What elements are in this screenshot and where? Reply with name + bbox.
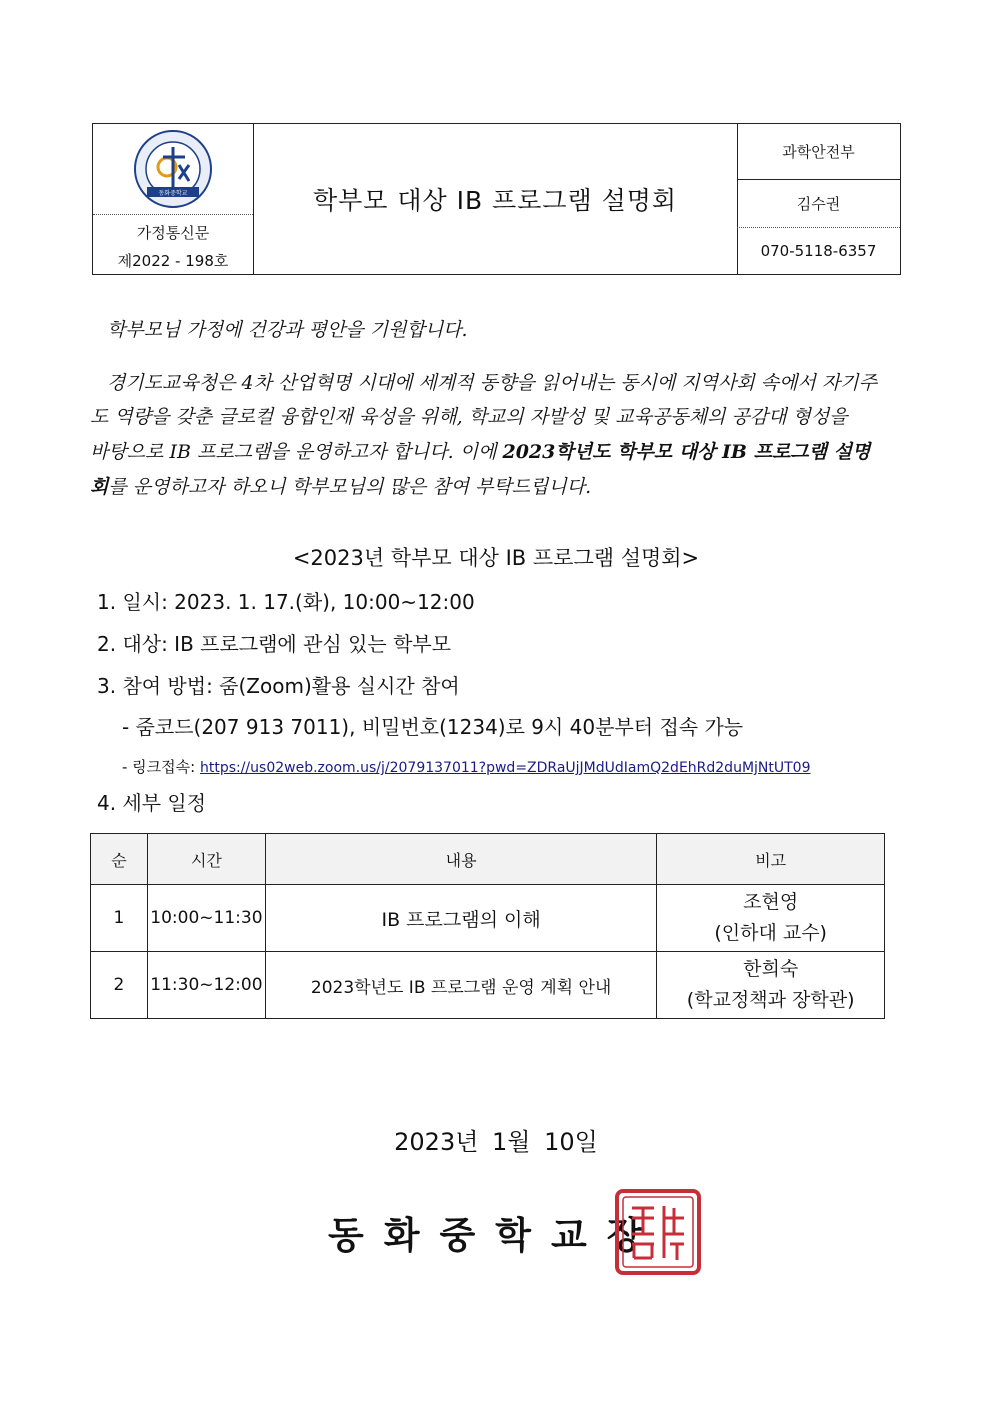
official-seal-icon <box>614 1188 702 1276</box>
row-note-name: 한희숙 <box>743 958 799 980</box>
zoom-link[interactable]: https://us02web.zoom.us/j/2079137011?pwd=ZDRaUjJMdUdIamQ2dEhRd2duMjNtUT09 <box>199 760 811 776</box>
department: 과학안전부 <box>737 124 900 180</box>
row-time: 10:00~11:30 <box>147 885 265 952</box>
body-line-3 <box>90 435 920 469</box>
row-content: 2023학년도 IB 프로그램 운영 계획 안내 <box>265 952 656 1019</box>
row-note <box>657 885 885 952</box>
issue-date: 2023년 1월 10일 <box>394 1128 598 1156</box>
body-line-4-bold: 회 <box>90 476 109 498</box>
logo-bottom-text: 동화중학교 <box>158 190 188 197</box>
item-schedule: 4. 세부 일정 <box>97 791 207 815</box>
col-header-note: 비고 <box>657 834 885 885</box>
row-content: IB 프로그램의 이해 <box>265 885 656 952</box>
col-header-no: 순 <box>91 834 148 885</box>
row-note-title: (학교정책과 장학관) <box>686 989 855 1011</box>
header-title-cell <box>253 124 738 274</box>
doc-number: 제2022 - 198호 <box>117 252 229 270</box>
header-contact-cell <box>737 124 900 274</box>
item-target: 2. 대상: IB 프로그램에 관심 있는 학부모 <box>97 632 452 656</box>
zoom-code-line: - 줌코드(207 913 7011), 비밀번호(1234)로 9시 40분부터 접속 가능 <box>122 715 744 739</box>
row-note-name: 조현영 <box>743 891 799 913</box>
school-principal-name: 동화중학교장 <box>328 1213 663 1257</box>
col-header-content: 내용 <box>265 834 656 885</box>
phone-number: 070-5118-6357 <box>760 241 877 260</box>
body-line-3-a: 바탕으로 IB 프로그램을 운영하고자 합니다. 이에 <box>90 441 503 463</box>
table-header-row <box>91 834 885 885</box>
header-left-cell <box>93 124 254 274</box>
row-time: 11:30~12:00 <box>147 952 265 1019</box>
header-table <box>92 123 901 275</box>
section-title: <2023년 학부모 대상 IB 프로그램 설명회> <box>292 546 700 570</box>
body-line-4-b: 를 운영하고자 하오니 학부모님의 많은 참여 부탁드립니다. <box>108 476 592 498</box>
link-label: - 링크접속: <box>122 758 200 776</box>
school-logo-icon <box>133 129 213 209</box>
greeting: 학부모님 가정에 건강과 평안을 기원합니다. <box>107 319 468 341</box>
col-header-time: 시간 <box>147 834 265 885</box>
body-line-4 <box>90 470 920 504</box>
table-row <box>91 952 885 1019</box>
link-line <box>122 756 811 777</box>
body-line-2: 도 역량을 갖춘 글로컬 융합인재 육성을 위해, 학교의 자발성 및 교육공동체의 공감대 형성을 <box>90 406 848 428</box>
row-no: 2 <box>91 952 148 1019</box>
schedule-table <box>90 833 885 1019</box>
row-no: 1 <box>91 885 148 952</box>
table-row <box>91 885 885 952</box>
row-note-title: (인하대 교수) <box>714 922 827 944</box>
body-line-1: 경기도교육청은 4차 산업혁명 시대에 세계적 동향을 읽어내는 동시에 지역사회 속에서 자기주 <box>107 372 877 394</box>
item-method: 3. 참여 방법: 줌(Zoom)활용 실시간 참여 <box>97 674 460 698</box>
doc-info <box>93 214 253 276</box>
contact-person: 김수권 <box>737 179 900 228</box>
doc-type: 가정통신문 <box>136 224 210 242</box>
item-date: 1. 일시: 2023. 1. 17.(화), 10:00~12:00 <box>97 590 475 614</box>
row-note <box>657 952 885 1019</box>
page-title: 학부모 대상 IB 프로그램 설명회 <box>312 186 678 215</box>
body-line-3-bold: 2023학년도 학부모 대상 IB 프로그램 설명 <box>502 441 871 463</box>
school-logo <box>93 124 253 214</box>
